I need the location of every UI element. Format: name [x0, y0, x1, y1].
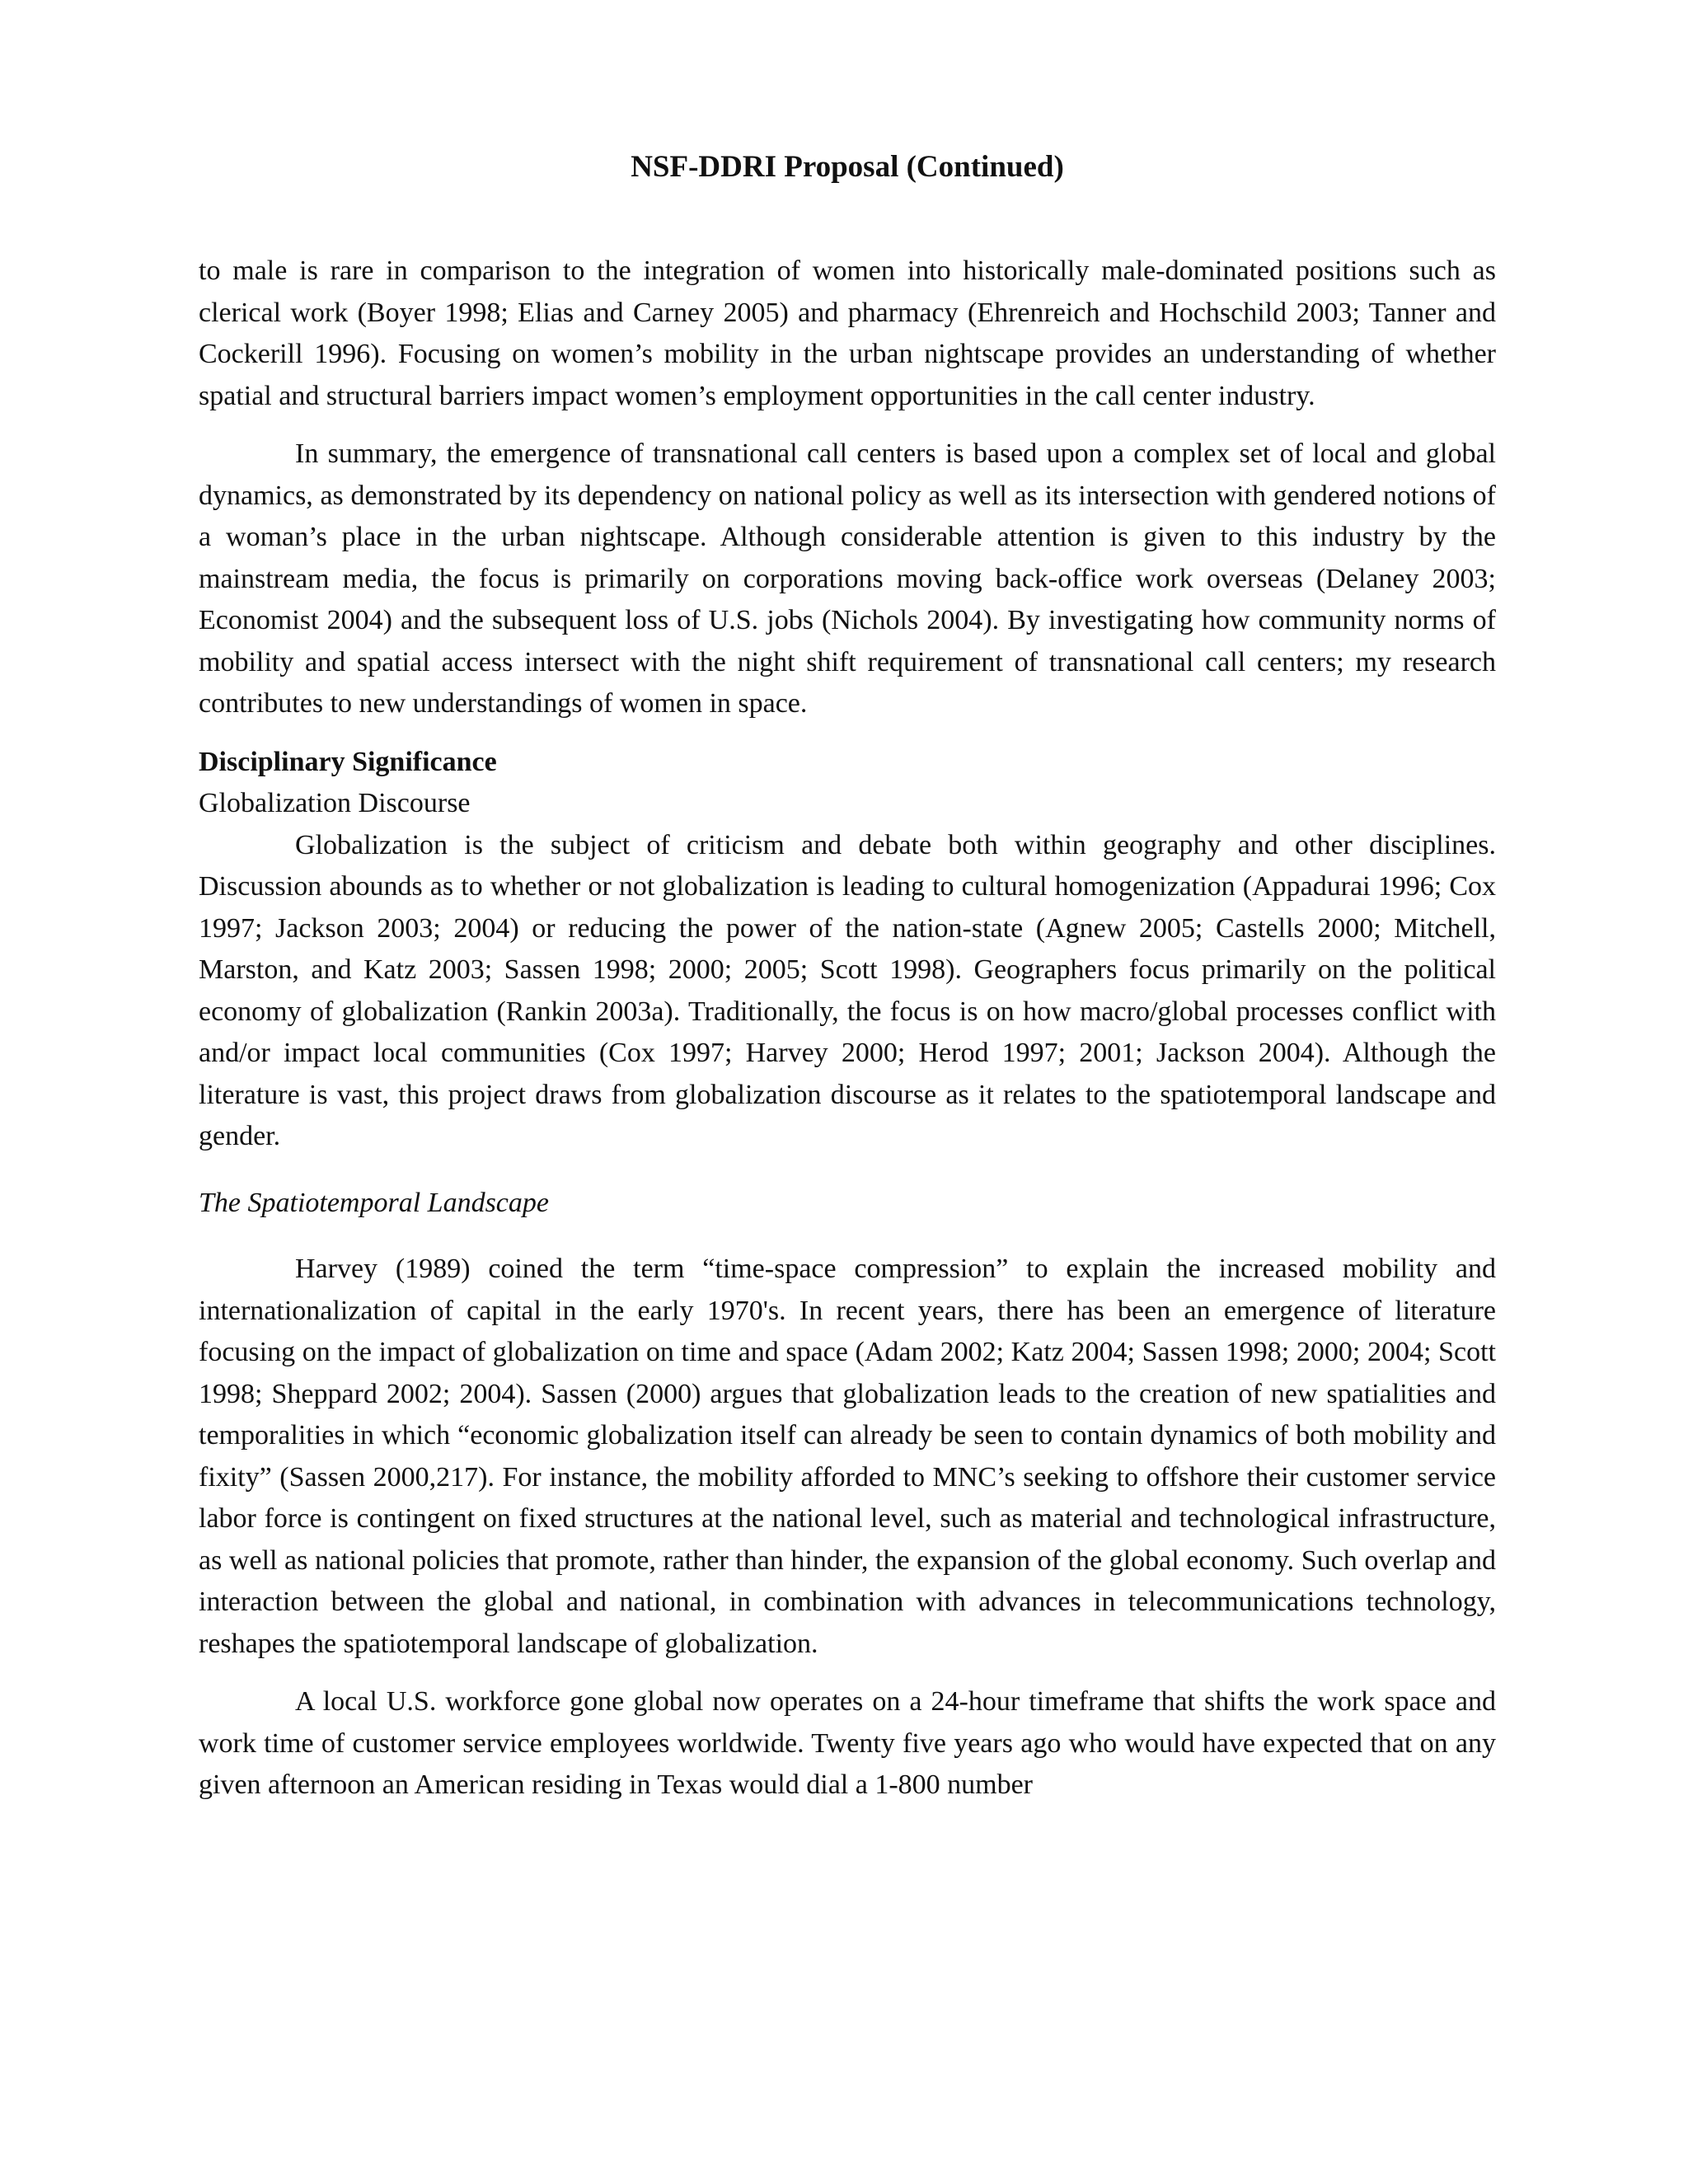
paragraph-time-space-compression: Harvey (1989) coined the term “time-space compression” to explain the increased mobility and internationalization of capital in the early 1970's. In recent years, there has been an emergence of literature focusing on the impact of globalization on time and space (Adam 2002; Katz 2004; Sassen 1998; 2000; 2004; Scott 1998; Sheppard 2002; 2004). Sassen (2000) argues that globalization leads to the creation of new spatialities and temporalities in which “economic globalization itself can already be seen to contain dynamics of both mobility and fixity” (Sassen 2000,217). For instance, the mobility afforded to MNC’s seeking to offshore their customer service labor force is contingent on fixed structures at the national level, such as material and technological infrastructure, as well as national policies that promote, rather than hinder, the expansion of the global economy. Such overlap and interaction between the global and national, in combination with advances in telecommunications technology, reshapes the spatiotemporal landscape of globalization.: [199, 1254, 1496, 1659]
page-title: NSF-DDRI Proposal (Continued): [631, 150, 1064, 184]
paragraph-local-workforce: A local U.S. workforce gone global now operates on a 24-hour timeframe that shifts the work space and work time of customer service employees worldwide. Twenty five years ago who would have expected that on any given afternoon an American residing in Texas would dial a 1-800 number: [199, 1686, 1496, 1800]
paragraph-continuation: to male is rare in comparison to the integration of women into historically male-dominated positions such as clerical work (Boyer 1998; Elias and Carney 2005) and pharmacy (Ehrenreich and Hochschild 2003; Tanner and Cockerill 1996). Focusing on women’s mobility in the urban nightscape provides an understanding of whether spatial and structural barriers impact women’s employment opportunities in the call center industry.: [199, 255, 1496, 411]
section-heading-disciplinary-significance: Disciplinary Significance: [199, 746, 497, 777]
paragraph-globalization: Globalization is the subject of criticism and debate both within geography and other disciplines. Discussion abounds as to whether or not globalization is leading to cultural homogenization (Appadurai 1996; Cox 1997; Jackson 2003; 2004) or reducing the power of the nation-state (Agnew 2005; Castells 2000; Mitchell, Marston, and Katz 2003; Sassen 1998; 2000; 2005; Scott 1998). Geographers focus primarily on the political economy of globalization (Rankin 2003a). Traditionally, the focus is on how macro/global processes conflict with and/or impact local communities (Cox 1997; Harvey 2000; Herod 1997; 2001; Jackson 2004). Although the literature is vast, this project draws from globalization discourse as it relates to the spatiotemporal landscape and gender.: [199, 829, 1496, 1151]
paragraph-summary: In summary, the emergence of transnational call centers is based upon a complex set of local and global dynamics, as demonstrated by its dependency on national policy as well as its intersection with gendered notions of a woman’s place in the urban nightscape. Although considerable attention is given to this industry by the mainstream media, the focus is primarily on corporations moving back-office work overseas (Delaney 2003; Economist 2004) and the subsequent loss of U.S. jobs (Nichols 2004). By investigating how community norms of mobility and spatial access intersect with the night shift requirement of transnational call centers; my research contributes to new understandings of women in space.: [199, 438, 1496, 719]
subsection-heading-spatiotemporal-landscape: The Spatiotemporal Landscape: [199, 1187, 549, 1218]
document-body: [199, 251, 1496, 1807]
subsection-heading-globalization-discourse: Globalization Discourse: [199, 788, 471, 818]
